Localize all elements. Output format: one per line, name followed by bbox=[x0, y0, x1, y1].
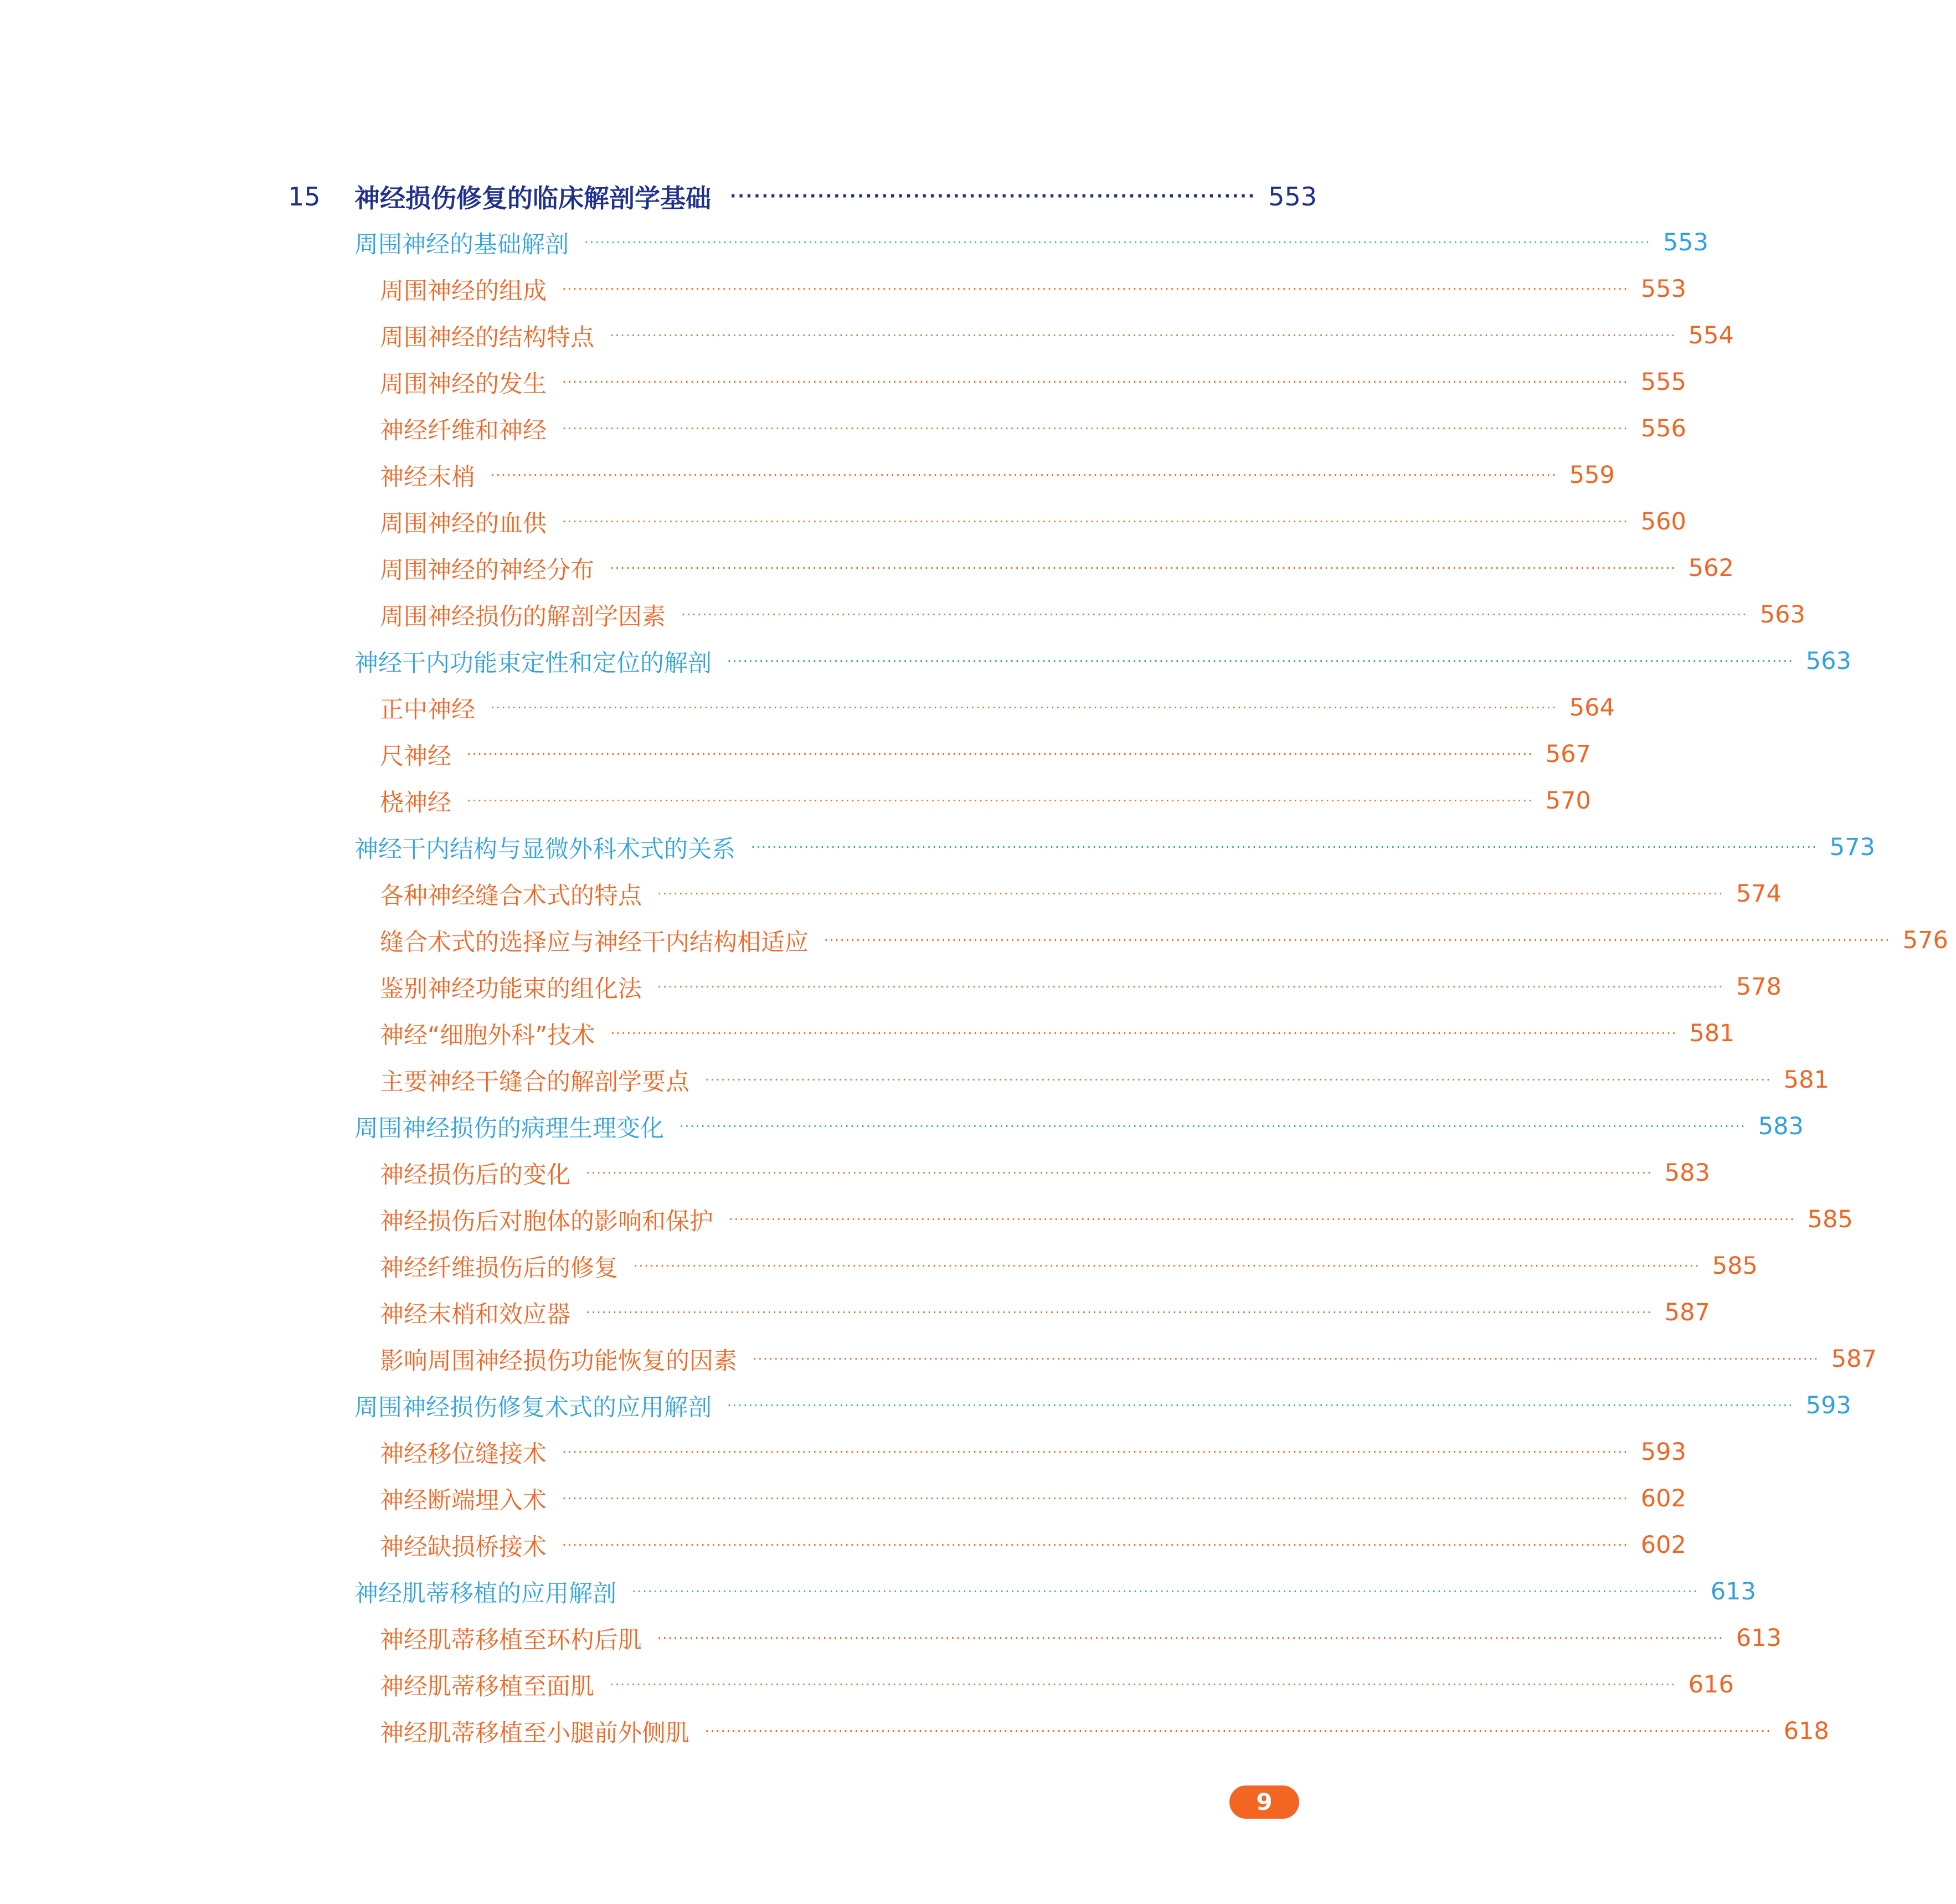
entry-title: 缝合术式的选择应与神经干内结构相适应 bbox=[380, 928, 809, 956]
entry-page-number: 570 bbox=[1545, 787, 1591, 815]
toc-subsection-entry[interactable] bbox=[288, 685, 1615, 731]
dot-leader: ········································································································································································································ bbox=[562, 374, 1629, 390]
entry-page-number: 560 bbox=[1640, 508, 1686, 536]
toc-section-entry[interactable] bbox=[288, 824, 1875, 871]
toc-section-entry[interactable] bbox=[288, 1568, 1756, 1615]
entry-title: 周围神经损伤修复术式的应用解剖 bbox=[354, 1393, 712, 1422]
dot-leader: ········································································································································································································ bbox=[586, 1165, 1653, 1181]
toc-subsection-entry[interactable] bbox=[288, 498, 1686, 545]
entry-title: 神经末梢 bbox=[380, 463, 475, 491]
entry-page-number: 563 bbox=[1805, 647, 1851, 675]
dot-leader: ········································································································································································································ bbox=[610, 560, 1676, 576]
entry-page-number: 567 bbox=[1545, 740, 1591, 768]
dot-leader: ········································································································································································································ bbox=[657, 979, 1724, 995]
entry-page-number: 593 bbox=[1805, 1392, 1851, 1419]
toc-subsection-entry[interactable] bbox=[288, 1010, 1735, 1057]
entry-title: 神经干内功能束定性和定位的解剖 bbox=[354, 649, 712, 677]
entry-page-number: 562 bbox=[1688, 554, 1734, 582]
dot-leader: ········································································································································································································ bbox=[680, 1119, 1746, 1134]
chapter-number: 15 bbox=[288, 182, 321, 212]
toc-subsection-entry[interactable] bbox=[288, 312, 1734, 359]
toc-subsection-entry[interactable] bbox=[288, 1708, 1829, 1754]
dot-leader: ········································································································································································································ bbox=[632, 1584, 1698, 1599]
chapter-page: 553 bbox=[1268, 182, 1317, 212]
entry-title: 主要神经干缝合的解剖学要点 bbox=[380, 1068, 689, 1096]
toc-subsection-entry[interactable] bbox=[288, 1475, 1686, 1522]
toc-subsection-entry[interactable] bbox=[288, 405, 1686, 452]
toc-section-entry[interactable] bbox=[288, 219, 1708, 266]
entry-page-number: 602 bbox=[1640, 1485, 1686, 1512]
toc-subsection-entry[interactable] bbox=[288, 591, 1805, 638]
dot-leader: ········································································································································································································ bbox=[586, 1305, 1653, 1320]
entry-page-number: 602 bbox=[1640, 1531, 1686, 1559]
entry-page-number: 581 bbox=[1783, 1066, 1829, 1094]
entry-title: 周围神经的组成 bbox=[380, 277, 547, 305]
dot-leader: ········································································································································································································ bbox=[610, 1026, 1677, 1041]
dot-leader: ········································································································································································································ bbox=[562, 514, 1629, 529]
entry-title: 神经“细胞外科”技术 bbox=[380, 1021, 595, 1049]
entry-page-number: 613 bbox=[1710, 1578, 1756, 1605]
toc-subsection-entry[interactable] bbox=[288, 1429, 1686, 1475]
dot-leader: ········································································································································································································ bbox=[562, 421, 1629, 436]
entry-page-number: 554 bbox=[1688, 322, 1734, 349]
toc-subsection-entry[interactable] bbox=[288, 1057, 1829, 1103]
dot-leader: ········································································································································································································ bbox=[705, 1723, 1772, 1739]
entry-title: 鉴别神经功能束的组化法 bbox=[380, 975, 642, 1003]
dot-leader: ········································································································································································································ bbox=[562, 1537, 1629, 1553]
entry-title: 神经移位缝接术 bbox=[380, 1440, 547, 1468]
entry-page-number: 585 bbox=[1712, 1252, 1758, 1280]
entry-title: 尺神经 bbox=[380, 742, 451, 770]
entry-page-number: 564 bbox=[1569, 694, 1615, 722]
toc-section-entry[interactable] bbox=[288, 638, 1851, 685]
toc-subsection-entry[interactable] bbox=[288, 1150, 1710, 1196]
entry-title: 神经肌蒂移植的应用解剖 bbox=[354, 1579, 616, 1608]
dot-leader: ········································································································································································································ bbox=[610, 1677, 1676, 1692]
entry-title: 神经肌蒂移植至小腿前外侧肌 bbox=[380, 1719, 689, 1747]
dot-leader: ········································································································································································································ bbox=[467, 747, 1533, 762]
toc-subsection-entry[interactable] bbox=[288, 778, 1591, 824]
entry-title: 各种神经缝合术式的特点 bbox=[380, 882, 642, 910]
dot-leader: ········································································································································································································ bbox=[657, 1630, 1724, 1646]
toc-subsection-entry[interactable] bbox=[288, 545, 1734, 591]
dot-leader: ········································································································································································································ bbox=[751, 840, 1818, 855]
dot-leader: ········································································································································································································ bbox=[727, 1398, 1794, 1413]
dot-leader: ········································································································································································································ bbox=[681, 607, 1748, 622]
toc-subsection-entry[interactable] bbox=[288, 731, 1591, 778]
dot-leader: ········································································································································································································ bbox=[584, 235, 1651, 250]
entry-title: 神经纤维和神经 bbox=[380, 416, 547, 445]
dot-leader: ········································································································································································································ bbox=[753, 1351, 1819, 1367]
dot-leader: ········································································································································································································ bbox=[562, 1444, 1629, 1460]
entry-title: 周围神经的发生 bbox=[380, 370, 547, 398]
entry-page-number: 556 bbox=[1640, 415, 1686, 442]
entry-title: 周围神经的神经分布 bbox=[380, 556, 594, 584]
entry-title: 神经损伤后的变化 bbox=[380, 1161, 570, 1189]
entry-title: 神经缺损桥接术 bbox=[380, 1533, 547, 1561]
entry-title: 正中神经 bbox=[380, 696, 475, 724]
entry-title: 神经肌蒂移植至环杓后肌 bbox=[380, 1626, 642, 1654]
entry-title: 周围神经损伤的病理生理变化 bbox=[354, 1114, 664, 1143]
entry-page-number: 593 bbox=[1640, 1438, 1686, 1466]
entry-title: 神经肌蒂移植至面肌 bbox=[380, 1673, 594, 1701]
toc-subsection-entry[interactable] bbox=[288, 917, 1948, 964]
dot-leader: ········································································································································································································ bbox=[491, 467, 1557, 483]
toc-subsection-entry[interactable] bbox=[288, 452, 1615, 498]
entry-title: 周围神经的血供 bbox=[380, 510, 547, 538]
dot-leader: ········································································································································································································ bbox=[705, 1072, 1772, 1088]
entry-page-number: 618 bbox=[1783, 1717, 1829, 1745]
toc-section-entry[interactable] bbox=[288, 1103, 1804, 1150]
entry-page-number: 587 bbox=[1664, 1299, 1710, 1326]
dot-leader: ·································································· bbox=[730, 187, 1257, 206]
toc-subsection-entry[interactable] bbox=[288, 871, 1782, 917]
dot-leader: ········································································································································································································ bbox=[824, 933, 1891, 948]
entry-page-number: 616 bbox=[1688, 1671, 1734, 1699]
entry-page-number: 578 bbox=[1736, 973, 1782, 1001]
entry-page-number: 583 bbox=[1758, 1113, 1804, 1140]
table-of-contents bbox=[288, 176, 1948, 1754]
chapter-title: 神经损伤修复的临床解剖学基础 bbox=[354, 183, 711, 213]
chapter-heading[interactable] bbox=[288, 176, 1317, 217]
entry-page-number: 585 bbox=[1807, 1206, 1853, 1233]
entry-title: 影响周围神经损伤功能恢复的因素 bbox=[380, 1347, 737, 1375]
dot-leader: ········································································································································································································ bbox=[491, 700, 1557, 716]
entry-page-number: 583 bbox=[1664, 1159, 1710, 1187]
dot-leader: ········································································································································································································ bbox=[610, 328, 1676, 343]
entry-title: 神经纤维损伤后的修复 bbox=[380, 1254, 618, 1282]
page-number-badge: 9 bbox=[1229, 1785, 1299, 1819]
entry-title: 神经损伤后对胞体的影响和保护 bbox=[380, 1207, 713, 1236]
dot-leader: ········································································································································································································ bbox=[634, 1258, 1700, 1274]
toc-subsection-entry[interactable] bbox=[288, 964, 1782, 1010]
entry-page-number: 553 bbox=[1662, 229, 1708, 256]
entry-title: 周围神经的结构特点 bbox=[380, 323, 594, 352]
toc-subsection-entry[interactable] bbox=[288, 266, 1686, 312]
dot-leader: ········································································································································································································ bbox=[467, 793, 1533, 809]
entry-page-number: 587 bbox=[1831, 1345, 1877, 1373]
entry-page-number: 553 bbox=[1640, 275, 1686, 303]
toc-subsection-entry[interactable] bbox=[288, 1661, 1734, 1708]
dot-leader: ········································································································································································································ bbox=[562, 1491, 1629, 1506]
toc-subsection-entry[interactable] bbox=[288, 1522, 1686, 1568]
entry-page-number: 574 bbox=[1736, 880, 1782, 908]
entry-title: 周围神经损伤的解剖学因素 bbox=[380, 603, 666, 631]
entry-page-number: 581 bbox=[1689, 1020, 1735, 1047]
toc-subsection-entry[interactable] bbox=[288, 1289, 1710, 1336]
toc-subsection-entry[interactable] bbox=[288, 359, 1686, 405]
entry-title: 神经断端埋入术 bbox=[380, 1486, 547, 1515]
dot-leader: ········································································································································································································ bbox=[657, 886, 1724, 902]
dot-leader: ········································································································································································································ bbox=[727, 653, 1794, 669]
toc-subsection-entry[interactable] bbox=[288, 1336, 1877, 1382]
entry-title: 桡神经 bbox=[380, 789, 451, 817]
toc-section-entry[interactable] bbox=[288, 1382, 1851, 1429]
entry-page-number: 573 bbox=[1829, 833, 1875, 861]
toc-subsection-entry[interactable] bbox=[288, 1615, 1782, 1661]
entry-title: 神经干内结构与显微外科术式的关系 bbox=[354, 835, 735, 863]
entry-page-number: 563 bbox=[1759, 601, 1805, 629]
entry-title: 神经末梢和效应器 bbox=[380, 1300, 570, 1329]
toc-subsection-entry[interactable] bbox=[288, 1196, 1853, 1243]
toc-entries bbox=[288, 219, 1948, 1754]
entry-page-number: 555 bbox=[1640, 368, 1686, 396]
dot-leader: ········································································································································································································ bbox=[729, 1212, 1795, 1227]
toc-subsection-entry[interactable] bbox=[288, 1243, 1758, 1289]
entry-title: 周围神经的基础解剖 bbox=[354, 230, 569, 259]
dot-leader: ········································································································································································································ bbox=[562, 281, 1629, 297]
entry-page-number: 559 bbox=[1569, 461, 1615, 489]
entry-page-number: 576 bbox=[1902, 927, 1948, 954]
entry-page-number: 613 bbox=[1736, 1624, 1782, 1652]
